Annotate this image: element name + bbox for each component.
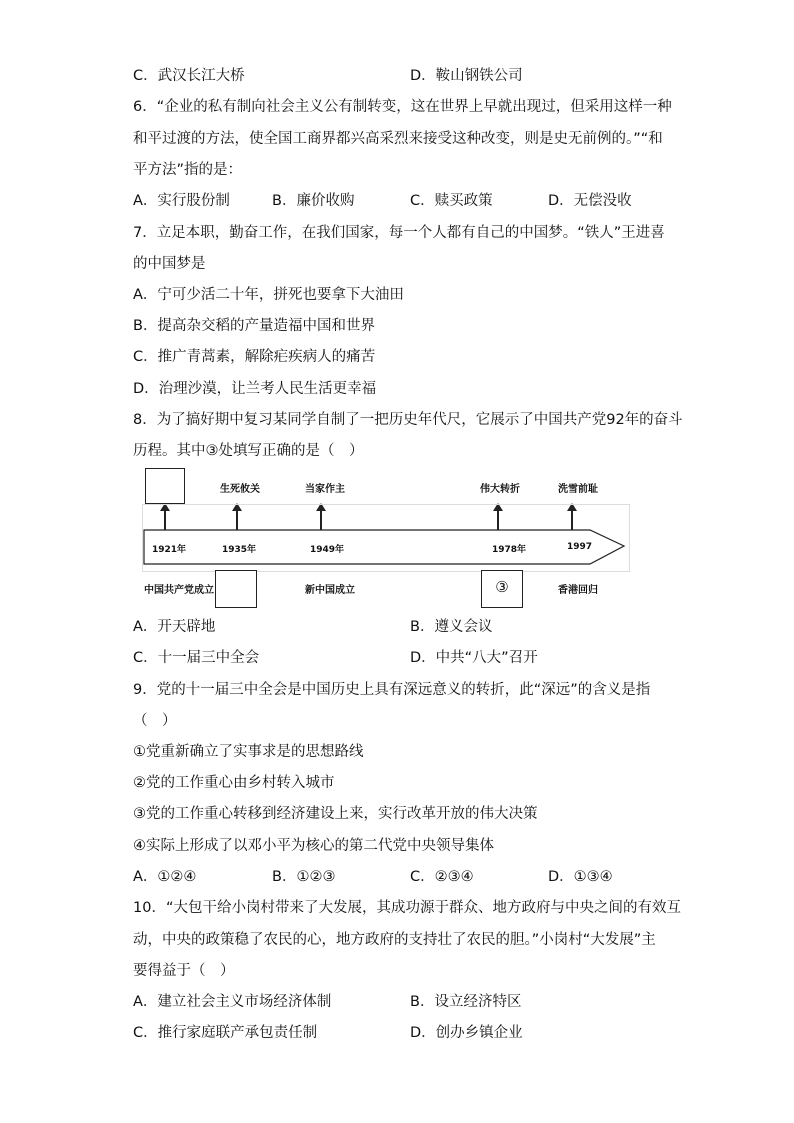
q10-option-c: C．推行家庭联产承包责任制 [133,1025,318,1041]
year-1949: 1949年 [310,545,345,555]
q7-option-c: C．推广青蒿素，解除疟疾病人的痛苦 [133,349,376,365]
q7-option-d: D．治理沙漠，让兰考人民生活更幸福 [133,381,377,397]
label-great-turn: 伟大转折 [480,484,520,495]
label-wash-shame: 洗雪前耻 [558,484,598,495]
year-1997: 1997 [567,542,593,552]
q9-option-c: C．②③④ [410,869,474,885]
q7-stem-line1: 7．立足本职，勤奋工作，在我们国家，每一个人都有自己的中国梦。“铁人”王进喜 [133,225,665,241]
timeline-figure [140,468,630,612]
q6-option-c: C．赎买政策 [410,193,493,209]
q6-stem-line1: 6．“企业的私有制向社会主义公有制转变，这在世界上早就出现过，但采用这样一种 [133,99,672,115]
q10-stem-line1: 10．“大包干给小岗村带来了大发展，其成功源于群众、地方政府与中央之间的有效互 [133,900,681,916]
q9-stem-line2: （ ） [133,713,177,729]
q9-statement-2: ②党的工作重心由乡村转入城市 [133,775,335,791]
q9-statement-3: ③党的工作重心转移到经济建设上来，实行改革开放的伟大决策 [133,806,538,822]
label-masters: 当家作主 [305,484,345,495]
q8-option-d: D．中共“八大”召开 [410,650,538,666]
q9-option-a: A．①②④ [133,869,197,885]
year-1921: 1921年 [152,545,187,555]
q6-option-a: A．实行股份制 [133,193,230,209]
marker-box-3 [481,570,523,608]
year-1935: 1935年 [222,545,257,555]
q6-stem-line3: 平方法”指的是： [133,162,243,178]
q6-option-b: B．廉价收购 [272,193,355,209]
blank-box-top [145,468,185,504]
q10-option-a: A．建立社会主义市场经济体制 [133,994,332,1010]
q5-option-c: C．武汉长江大桥 [133,68,245,84]
q9-option-d: D．①③④ [548,869,613,885]
label-prc-founded: 新中国成立 [305,585,355,596]
q9-statement-1: ①党重新确立了实事求是的思想路线 [133,744,364,760]
q10-option-d: D．创办乡镇企业 [410,1025,523,1041]
q7-option-b: B．提高杂交稻的产量造福中国和世界 [133,318,375,334]
q6-option-d: D．无偿没收 [548,193,632,209]
q9-statement-4: ④实际上形成了以邓小平为核心的第二代党中央领导集体 [133,838,494,854]
q10-stem-line3: 要得益于（ ） [133,963,235,979]
q5-option-d: D．鞍山钢铁公司 [410,68,523,84]
q10-option-b: B．设立经济特区 [410,994,522,1010]
label-life-death: 生死攸关 [220,484,260,495]
marker-3: ③ [495,578,509,596]
q8-option-c: C．十一届三中全会 [133,650,260,666]
timeline-bar [140,528,630,568]
label-party-founded: 中国共产党成立 [144,585,214,596]
q9-stem-line1: 9．党的十一届三中全会是中国历史上具有深远意义的转折，此“深远”的含义是指 [133,682,651,698]
q7-option-a: A．宁可少活二十年，拼死也要拿下大油田 [133,287,404,303]
blank-box-bottom [215,570,257,608]
q8-option-b: B．遵义会议 [410,619,493,635]
q6-stem-line2: 和平过渡的方法，使全国工商界都兴高采烈来接受这种改变，则是史无前例的。”“和 [133,131,663,147]
q8-stem-line1: 8．为了搞好期中复习某同学自制了一把历史年代尺，它展示了中国共产党92年的奋斗 [133,412,683,428]
q9-option-b: B．①②③ [272,869,336,885]
q7-stem-line2: 的中国梦是 [133,256,206,272]
label-hk-return: 香港回归 [558,585,598,596]
q10-stem-line2: 动，中央的政策稳了农民的心，地方政府的支持壮了农民的胆。”小岗村“大发展”主 [133,932,656,948]
q8-option-a: A．开天辟地 [133,619,216,635]
q8-stem-line2: 历程。其中③处填写正确的是（ ） [133,443,364,459]
year-1978: 1978年 [492,545,527,555]
